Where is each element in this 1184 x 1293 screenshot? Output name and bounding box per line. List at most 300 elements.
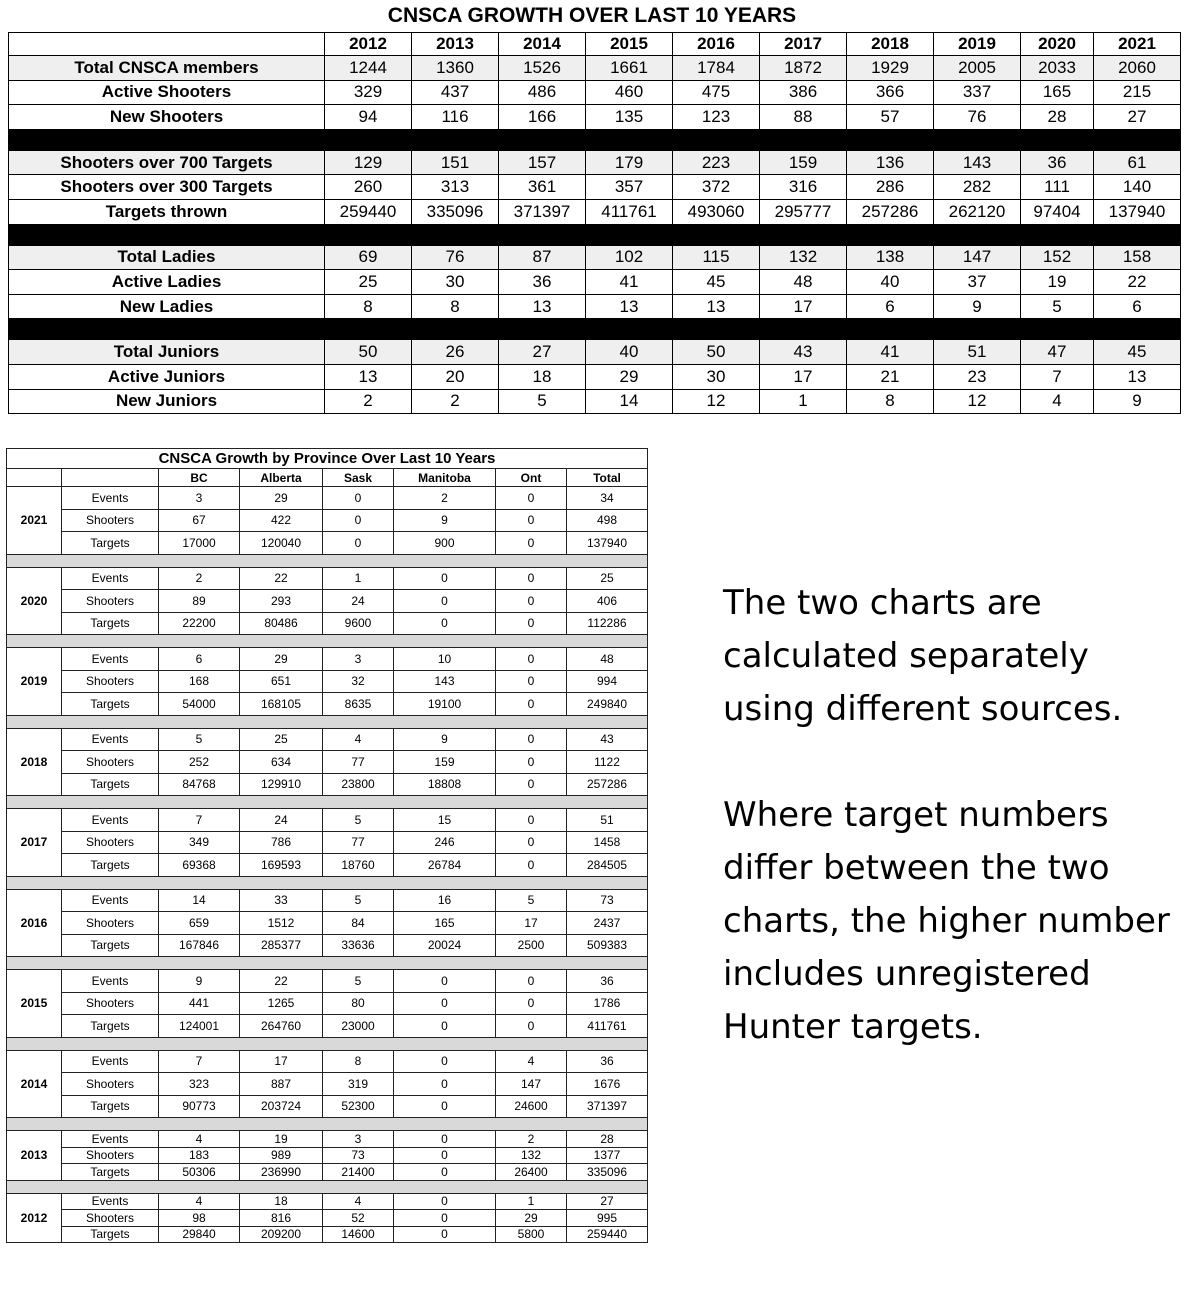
value-cell: 14600 <box>323 1226 394 1243</box>
metric-label: Events <box>62 728 159 751</box>
year-header: 2020 <box>1021 33 1094 56</box>
value-cell: 26 <box>412 340 499 365</box>
separator-bar <box>7 957 648 970</box>
value-cell: 282 <box>934 175 1021 200</box>
value-cell: 6 <box>159 648 240 671</box>
year-separator <box>7 957 648 970</box>
value-cell: 357 <box>586 175 673 200</box>
value-cell: 295777 <box>760 199 847 224</box>
divider-bar <box>9 319 1181 340</box>
value-cell: 411761 <box>567 1015 648 1038</box>
province-header: Total <box>567 469 648 487</box>
row-label: New Juniors <box>9 389 325 414</box>
value-cell: 147 <box>496 1073 567 1096</box>
separator-bar <box>7 1180 648 1193</box>
value-cell: 23000 <box>323 1015 394 1038</box>
value-cell: 1512 <box>240 912 323 935</box>
value-cell: 25 <box>567 567 648 590</box>
metric-label: Shooters <box>62 509 159 532</box>
value-cell: 441 <box>159 992 240 1015</box>
value-cell: 1661 <box>586 56 673 81</box>
value-cell: 152 <box>1021 245 1094 270</box>
value-cell: 0 <box>394 1095 496 1118</box>
province-table <box>6 448 648 1243</box>
value-cell: 25 <box>240 728 323 751</box>
value-cell: 0 <box>496 648 567 671</box>
table2-title: CNSCA Growth by Province Over Last 10 Years <box>7 449 648 469</box>
corner-cell <box>9 33 325 56</box>
table-row <box>9 80 1181 105</box>
value-cell: 157 <box>499 150 586 175</box>
value-cell: 293 <box>240 590 323 613</box>
year-separator <box>7 1118 648 1131</box>
value-cell: 249840 <box>567 693 648 716</box>
value-cell: 13 <box>586 294 673 319</box>
value-cell: 223 <box>673 150 760 175</box>
section-divider <box>9 129 1181 150</box>
value-cell: 140 <box>1094 175 1181 200</box>
value-cell: 5 <box>323 889 394 912</box>
table-row <box>7 590 648 613</box>
value-cell: 0 <box>496 728 567 751</box>
value-cell: 167846 <box>159 934 240 957</box>
value-cell: 50306 <box>159 1164 240 1181</box>
value-cell: 0 <box>323 509 394 532</box>
value-cell: 0 <box>496 751 567 774</box>
table-row <box>7 889 648 912</box>
value-cell: 41 <box>847 340 934 365</box>
value-cell: 17 <box>760 364 847 389</box>
value-cell: 138 <box>847 245 934 270</box>
value-cell: 1244 <box>325 56 412 81</box>
value-cell: 264760 <box>240 1015 323 1038</box>
value-cell: 151 <box>412 150 499 175</box>
value-cell: 111 <box>1021 175 1094 200</box>
value-cell: 7 <box>159 1050 240 1073</box>
value-cell: 786 <box>240 831 323 854</box>
value-cell: 129910 <box>240 773 323 796</box>
value-cell: 159 <box>394 751 496 774</box>
value-cell: 36 <box>1021 150 1094 175</box>
value-cell: 493060 <box>673 199 760 224</box>
value-cell: 2437 <box>567 912 648 935</box>
table-row <box>7 992 648 1015</box>
value-cell: 252 <box>159 751 240 774</box>
value-cell: 143 <box>394 670 496 693</box>
value-cell: 43 <box>567 728 648 751</box>
table-row <box>7 670 648 693</box>
value-cell: 316 <box>760 175 847 200</box>
year-separator <box>7 796 648 809</box>
value-cell: 47 <box>1021 340 1094 365</box>
value-cell: 88 <box>760 105 847 130</box>
value-cell: 0 <box>394 1015 496 1038</box>
value-cell: 18760 <box>323 854 394 877</box>
value-cell: 17 <box>760 294 847 319</box>
year-header: 2013 <box>412 33 499 56</box>
value-cell: 12 <box>934 389 1021 414</box>
value-cell: 36 <box>499 270 586 295</box>
table-row <box>9 294 1181 319</box>
table-row <box>7 487 648 510</box>
value-cell: 26784 <box>394 854 496 877</box>
metric-label: Targets <box>62 1226 159 1243</box>
metric-label: Targets <box>62 854 159 877</box>
value-cell: 158 <box>1094 245 1181 270</box>
growth-table <box>8 32 1181 414</box>
metric-label: Targets <box>62 1015 159 1038</box>
value-cell: 52300 <box>323 1095 394 1118</box>
value-cell: 215 <box>1094 80 1181 105</box>
value-cell: 19100 <box>394 693 496 716</box>
value-cell: 76 <box>934 105 1021 130</box>
table-row <box>9 56 1181 81</box>
value-cell: 8 <box>412 294 499 319</box>
value-cell: 14 <box>586 389 673 414</box>
metric-label: Shooters <box>62 670 159 693</box>
table-row <box>7 809 648 832</box>
metric-label: Shooters <box>62 751 159 774</box>
value-cell: 1377 <box>567 1147 648 1164</box>
value-cell: 0 <box>496 487 567 510</box>
year-cell: 2016 <box>7 889 62 957</box>
table-row <box>7 509 648 532</box>
value-cell: 259440 <box>567 1226 648 1243</box>
value-cell: 132 <box>760 245 847 270</box>
value-cell: 1786 <box>567 992 648 1015</box>
table-row <box>7 912 648 935</box>
year-separator <box>7 1037 648 1050</box>
metric-label: Events <box>62 567 159 590</box>
separator-bar <box>7 715 648 728</box>
value-cell: 5 <box>499 389 586 414</box>
metric-label: Shooters <box>62 831 159 854</box>
table-row <box>9 389 1181 414</box>
value-cell: 48 <box>760 270 847 295</box>
value-cell: 0 <box>496 532 567 555</box>
value-cell: 2 <box>159 567 240 590</box>
value-cell: 69368 <box>159 854 240 877</box>
separator-bar <box>7 554 648 567</box>
row-label: New Shooters <box>9 105 325 130</box>
value-cell: 28 <box>567 1131 648 1148</box>
value-cell: 21400 <box>323 1164 394 1181</box>
value-cell: 18 <box>499 364 586 389</box>
table-row <box>7 532 648 555</box>
value-cell: 76 <box>412 245 499 270</box>
year-header: 2017 <box>760 33 847 56</box>
value-cell: 4 <box>159 1193 240 1210</box>
value-cell: 16 <box>394 889 496 912</box>
value-cell: 372 <box>673 175 760 200</box>
value-cell: 115 <box>673 245 760 270</box>
value-cell: 0 <box>496 567 567 590</box>
value-cell: 0 <box>496 809 567 832</box>
table-row <box>7 648 648 671</box>
value-cell: 6 <box>1094 294 1181 319</box>
value-cell: 80486 <box>240 612 323 635</box>
explanatory-note <box>723 577 1173 1107</box>
value-cell: 102 <box>586 245 673 270</box>
value-cell: 0 <box>394 1193 496 1210</box>
year-separator <box>7 635 648 648</box>
metric-label: Events <box>62 809 159 832</box>
value-cell: 0 <box>496 612 567 635</box>
metric-label: Shooters <box>62 992 159 1015</box>
table-row <box>9 150 1181 175</box>
year-cell: 2021 <box>7 487 62 555</box>
value-cell: 366 <box>847 80 934 105</box>
value-cell: 422 <box>240 509 323 532</box>
value-cell: 900 <box>394 532 496 555</box>
year-cell: 2015 <box>7 970 62 1038</box>
value-cell: 179 <box>586 150 673 175</box>
value-cell: 32 <box>323 670 394 693</box>
value-cell: 7 <box>159 809 240 832</box>
table-row <box>7 1226 648 1243</box>
value-cell: 0 <box>496 693 567 716</box>
value-cell: 2 <box>412 389 499 414</box>
table-row <box>9 175 1181 200</box>
value-cell: 0 <box>394 970 496 993</box>
value-cell: 262120 <box>934 199 1021 224</box>
metric-label: Shooters <box>62 1210 159 1227</box>
table-row <box>7 970 648 993</box>
value-cell: 0 <box>394 1226 496 1243</box>
value-cell: 2060 <box>1094 56 1181 81</box>
value-cell: 51 <box>934 340 1021 365</box>
value-cell: 168105 <box>240 693 323 716</box>
value-cell: 486 <box>499 80 586 105</box>
year-header: 2015 <box>586 33 673 56</box>
separator-bar <box>7 796 648 809</box>
value-cell: 25 <box>325 270 412 295</box>
value-cell: 84 <box>323 912 394 935</box>
table-row <box>7 773 648 796</box>
value-cell: 1 <box>760 389 847 414</box>
value-cell: 17000 <box>159 532 240 555</box>
metric-label: Events <box>62 889 159 912</box>
metric-label: Targets <box>62 693 159 716</box>
value-cell: 2005 <box>934 56 1021 81</box>
metric-label: Targets <box>62 612 159 635</box>
divider-bar <box>9 129 1181 150</box>
year-cell: 2013 <box>7 1131 62 1181</box>
value-cell: 22 <box>1094 270 1181 295</box>
table-row <box>9 364 1181 389</box>
value-cell: 30 <box>673 364 760 389</box>
value-cell: 209200 <box>240 1226 323 1243</box>
value-cell: 73 <box>567 889 648 912</box>
value-cell: 97404 <box>1021 199 1094 224</box>
value-cell: 9 <box>934 294 1021 319</box>
value-cell: 29 <box>240 648 323 671</box>
corner-cell <box>62 469 159 487</box>
value-cell: 0 <box>394 567 496 590</box>
value-cell: 19 <box>1021 270 1094 295</box>
value-cell: 24 <box>323 590 394 613</box>
value-cell: 335096 <box>412 199 499 224</box>
value-cell: 3 <box>323 1131 394 1148</box>
value-cell: 50 <box>673 340 760 365</box>
value-cell: 40 <box>847 270 934 295</box>
value-cell: 260 <box>325 175 412 200</box>
metric-label: Events <box>62 970 159 993</box>
separator-bar <box>7 1037 648 1050</box>
value-cell: 34 <box>567 487 648 510</box>
value-cell: 0 <box>496 854 567 877</box>
value-cell: 4 <box>323 728 394 751</box>
table-row <box>7 1050 648 1073</box>
row-label: Shooters over 300 Targets <box>9 175 325 200</box>
value-cell: 36 <box>567 970 648 993</box>
value-cell: 33636 <box>323 934 394 957</box>
value-cell: 183 <box>159 1147 240 1164</box>
value-cell: 9 <box>394 728 496 751</box>
value-cell: 98 <box>159 1210 240 1227</box>
value-cell: 1122 <box>567 751 648 774</box>
table-row <box>7 1193 648 1210</box>
value-cell: 22 <box>240 970 323 993</box>
value-cell: 0 <box>394 1050 496 1073</box>
value-cell: 1872 <box>760 56 847 81</box>
value-cell: 816 <box>240 1210 323 1227</box>
separator-bar <box>7 635 648 648</box>
value-cell: 17 <box>240 1050 323 1073</box>
value-cell: 9 <box>159 970 240 993</box>
value-cell: 89 <box>159 590 240 613</box>
table-row <box>7 1131 648 1148</box>
value-cell: 52 <box>323 1210 394 1227</box>
value-cell: 1 <box>323 567 394 590</box>
year-header: 2014 <box>499 33 586 56</box>
value-cell: 4 <box>496 1050 567 1073</box>
value-cell: 20 <box>412 364 499 389</box>
value-cell: 349 <box>159 831 240 854</box>
separator-bar <box>7 876 648 889</box>
value-cell: 1458 <box>567 831 648 854</box>
year-cell: 2014 <box>7 1050 62 1118</box>
table-row <box>7 751 648 774</box>
metric-label: Events <box>62 487 159 510</box>
metric-label: Targets <box>62 773 159 796</box>
value-cell: 77 <box>323 751 394 774</box>
note-paragraph-2: Where target numbers differ between the two charts, the higher number includes unregistered Hunter targets. <box>723 795 1170 1047</box>
value-cell: 22 <box>240 567 323 590</box>
value-cell: 9 <box>1094 389 1181 414</box>
value-cell: 337 <box>934 80 1021 105</box>
table-row <box>7 693 648 716</box>
value-cell: 5 <box>159 728 240 751</box>
value-cell: 5 <box>496 889 567 912</box>
value-cell: 0 <box>496 509 567 532</box>
value-cell: 2033 <box>1021 56 1094 81</box>
value-cell: 77 <box>323 831 394 854</box>
province-header: Ont <box>496 469 567 487</box>
value-cell: 0 <box>323 487 394 510</box>
value-cell: 1 <box>496 1193 567 1210</box>
value-cell: 57 <box>847 105 934 130</box>
table-row <box>7 1073 648 1096</box>
value-cell: 27 <box>1094 105 1181 130</box>
value-cell: 94 <box>325 105 412 130</box>
value-cell: 24600 <box>496 1095 567 1118</box>
value-cell: 166 <box>499 105 586 130</box>
value-cell: 28 <box>1021 105 1094 130</box>
value-cell: 29 <box>586 364 673 389</box>
table-row <box>9 105 1181 130</box>
value-cell: 10 <box>394 648 496 671</box>
value-cell: 137940 <box>567 532 648 555</box>
value-cell: 994 <box>567 670 648 693</box>
table-row <box>9 270 1181 295</box>
value-cell: 0 <box>394 1147 496 1164</box>
value-cell: 24 <box>240 809 323 832</box>
year-cell: 2017 <box>7 809 62 877</box>
value-cell: 30 <box>412 270 499 295</box>
value-cell: 995 <box>567 1210 648 1227</box>
value-cell: 27 <box>567 1193 648 1210</box>
value-cell: 33 <box>240 889 323 912</box>
value-cell: 61 <box>1094 150 1181 175</box>
value-cell: 236990 <box>240 1164 323 1181</box>
value-cell: 54000 <box>159 693 240 716</box>
value-cell: 284505 <box>567 854 648 877</box>
value-cell: 634 <box>240 751 323 774</box>
metric-label: Events <box>62 648 159 671</box>
value-cell: 509383 <box>567 934 648 957</box>
value-cell: 371397 <box>567 1095 648 1118</box>
metric-label: Targets <box>62 934 159 957</box>
value-cell: 137940 <box>1094 199 1181 224</box>
value-cell: 13 <box>1094 364 1181 389</box>
row-label: Total CNSCA members <box>9 56 325 81</box>
table-row <box>7 612 648 635</box>
table-row <box>7 934 648 957</box>
metric-label: Events <box>62 1050 159 1073</box>
value-cell: 887 <box>240 1073 323 1096</box>
province-header: Manitoba <box>394 469 496 487</box>
value-cell: 2 <box>496 1131 567 1148</box>
value-cell: 120040 <box>240 532 323 555</box>
value-cell: 136 <box>847 150 934 175</box>
value-cell: 18 <box>240 1193 323 1210</box>
section-divider <box>9 224 1181 245</box>
value-cell: 259440 <box>325 199 412 224</box>
value-cell: 0 <box>394 1210 496 1227</box>
value-cell: 335096 <box>567 1164 648 1181</box>
table-row <box>7 1015 648 1038</box>
metric-label: Events <box>62 1131 159 1148</box>
value-cell: 23800 <box>323 773 394 796</box>
value-cell: 2 <box>325 389 412 414</box>
province-header: Alberta <box>240 469 323 487</box>
value-cell: 989 <box>240 1147 323 1164</box>
value-cell: 8 <box>323 1050 394 1073</box>
value-cell: 329 <box>325 80 412 105</box>
value-cell: 51 <box>567 809 648 832</box>
value-cell: 9 <box>394 509 496 532</box>
value-cell: 22200 <box>159 612 240 635</box>
value-cell: 1526 <box>499 56 586 81</box>
year-separator <box>7 876 648 889</box>
value-cell: 45 <box>673 270 760 295</box>
value-cell: 21 <box>847 364 934 389</box>
province-header-row <box>7 469 648 487</box>
table-row <box>7 1164 648 1181</box>
value-cell: 1360 <box>412 56 499 81</box>
value-cell: 0 <box>394 590 496 613</box>
